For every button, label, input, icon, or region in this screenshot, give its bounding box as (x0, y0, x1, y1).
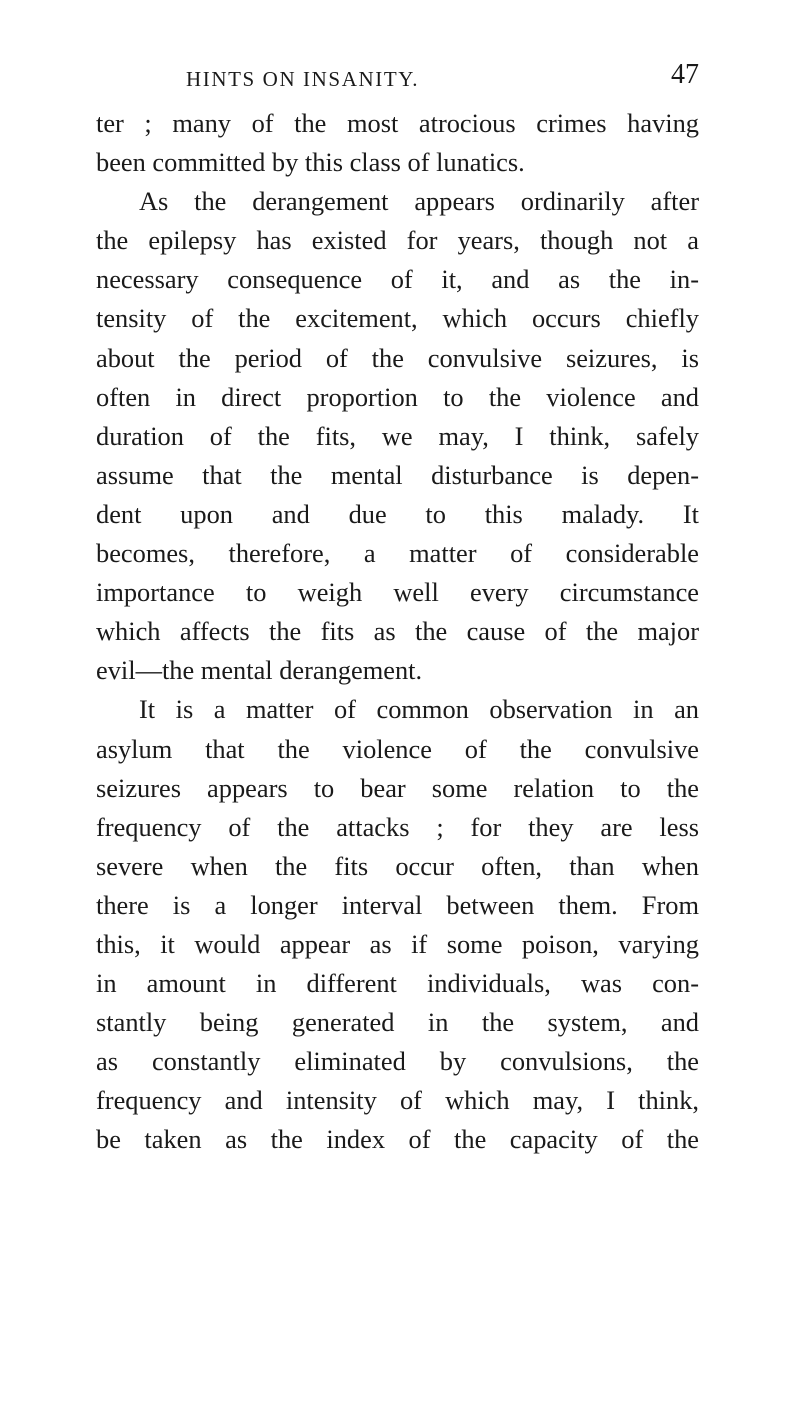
text-line: seizures appears to bear some relation to the (96, 772, 699, 803)
page-number: 47 (671, 59, 699, 90)
text-line: this, it would appear as if some poison, varying (96, 928, 699, 959)
text-line: It is a matter of common observation in an (139, 694, 699, 725)
text-line: there is a longer interval between them. From (96, 889, 699, 920)
text-line: which affects the fits as the cause of the major (96, 616, 699, 647)
text-line: stantly being generated in the system, and (96, 1007, 699, 1038)
text-line: asylum that the violence of the convulsive (96, 733, 699, 764)
text-line: assume that the mental disturbance is depen- (96, 459, 699, 490)
text-line: importance to weigh well every circumstance (96, 577, 699, 608)
text-line: necessary consequence of it, and as the in- (96, 264, 699, 295)
text-line: as constantly eliminated by convulsions, the (96, 1046, 699, 1077)
text-line: severe when the fits occur often, than when (96, 850, 699, 881)
text-line: been committed by this class of lunatics. (96, 147, 525, 178)
text-line: be taken as the index of the capacity of the (96, 1124, 699, 1155)
text-line: As the derangement appears ordinarily after (139, 186, 699, 217)
text-line: frequency and intensity of which may, I think, (96, 1085, 699, 1116)
running-title: HINTS ON INSANITY. (186, 67, 420, 91)
text-line: evil—the mental derangement. (96, 655, 423, 686)
body-text (96, 104, 699, 1160)
text-line: in amount in different individuals, was con- (96, 968, 699, 999)
text-line: the epilepsy has existed for years, though not a (96, 225, 699, 256)
text-line: duration of the fits, we may, I think, safely (96, 420, 699, 451)
text-line: often in direct proportion to the violence and (96, 381, 699, 412)
running-head (96, 59, 699, 96)
text-line: tensity of the excitement, which occurs chiefly (96, 303, 699, 334)
text-line: about the period of the convulsive seizures, is (96, 342, 699, 373)
text-line: ter ; many of the most atrocious crimes having (96, 108, 699, 138)
text-line: becomes, therefore, a matter of considerable (96, 538, 699, 569)
text-line: dent upon and due to this malady. It (96, 498, 699, 529)
text-line: frequency of the attacks ; for they are less (96, 811, 699, 842)
